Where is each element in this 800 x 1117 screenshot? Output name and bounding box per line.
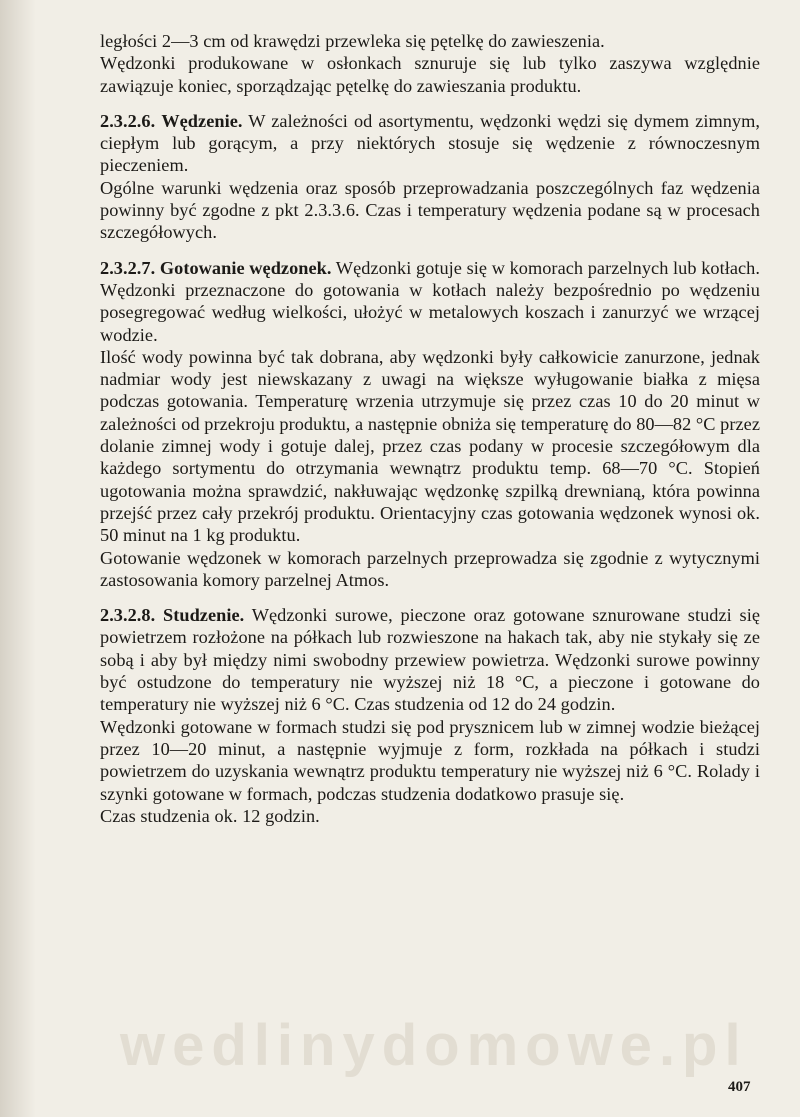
section-2326-body-1: W zależności od asortymentu, wędzonki wędzi się dymem zimnym, ciepłym lub gorącym, a przy niektórych stosuje się wędzenie z równoczesnym pieczeniem. (100, 110, 760, 176)
section-2328-body-1: Wędzonki surowe, pieczone oraz gotowane sznurowane studzi się powietrzem rozłożone na półkach lub rozwieszone na hakach tak, aby nie stykały się ze sobą i aby był między nimi swobodny przewiew powietrza. Wędzonki surowe powinny być ostudzone do temperatury nie wyższej niż 18 °C, a pieczone i gotowane do temperatury nie wyższej niż 6 °C. Czas studzenia od 12 do 24 godzin. (100, 605, 760, 715)
scan-edge-shadow (0, 0, 36, 1117)
watermark: wedlinydomowe.pl (120, 1013, 748, 1078)
section-2328-paragraph-3: Czas studzenia ok. 12 godzin. (100, 805, 320, 826)
section-2326-paragraph-1 (100, 110, 760, 177)
section-2328-number: 2.3.2.8. (100, 605, 156, 626)
continuation-paragraph-1: ległości 2—3 cm od krawędzi przewleka się pętelkę do zawieszenia. (100, 31, 605, 51)
page-text (100, 30, 760, 827)
section-2327-paragraph-1 (100, 257, 760, 346)
section-2328-title: Studzenie. (163, 605, 245, 626)
section-2327-body-1: Wędzonki gotuje się w komorach parzelnych lub kotłach. Wędzonki przeznaczone do gotowania w kotłach należy bezpośrednio po wędzeniu posegregować według wielkości, ułożyć w metalowych koszach i zanurzyć we wrzącej wodzie. (100, 257, 760, 345)
section-2326-number: 2.3.2.6. (100, 110, 156, 131)
section-2327-paragraph-3: Gotowanie wędzonek w komorach parzelnych przeprowadza się zgodnie z wytycznymi zastosowania komory parzelnej Atmos. (100, 547, 760, 590)
section-2326-paragraph-2: Ogólne warunki wędzenia oraz sposób przeprowadzania poszczególnych faz wędzenia powinny być zgodne z pkt 2.3.3.6. Czas i temperatury wędzenia podane są w procesach szczegółowych. (100, 177, 760, 243)
page-number: 407 (728, 1079, 751, 1095)
section-2326-title: Wędzenie. (161, 110, 243, 131)
section-2328-paragraph-2: Wędzonki gotowane w formach studzi się pod prysznicem lub w zimnej wodzie bieżącej przez 10—20 minut, a następnie wyjmuje z form, rozkłada na półkach i studzi powietrzem do uzyskania wewnątrz produktu temperatury nie wyższej niż 6 °C. Rolady i szynki gotowane w formach, podczas studzenia dodatkowo prasuje się. (100, 716, 760, 804)
section-2328-paragraph-1 (100, 604, 760, 715)
section-2327-title: Gotowanie wędzonek. (159, 257, 332, 278)
section-2327-number: 2.3.2.7. (100, 257, 156, 278)
continuation-paragraph-2: Wędzonki produkowane w osłonkach sznuruje się lub tylko zaszywa względnie zawiązuje koniec, sporządzając pętelkę do zawieszania produktu. (100, 53, 760, 96)
section-2327-paragraph-2: Ilość wody powinna być tak dobrana, aby wędzonki były całkowicie zanurzone, jednak nadmiar wody jest niewskazany z uwagi na większe wyługowanie białka z mięsa podczas gotowania. Temperaturę wrzenia utrzymuje się przez czas 10 do 20 minut w zależności od przekroju produktu, a następnie obniża się temperaturę do 80—82 °C przez dolanie zimnej wody i gotuje dalej, przez czas podany w procesie szczegółowym dla każdego sortymentu do otrzymania wewnątrz produktu temp. 68—70 °C. Stopień ugotowania można sprawdzić, nakłuwając wędzonkę szpilką drewnianą, która powinna przejść przez cały przekrój produktu. Orientacyjny czas gotowania wędzonek wynosi ok. 50 minut na 1 kg produktu. (100, 346, 760, 546)
